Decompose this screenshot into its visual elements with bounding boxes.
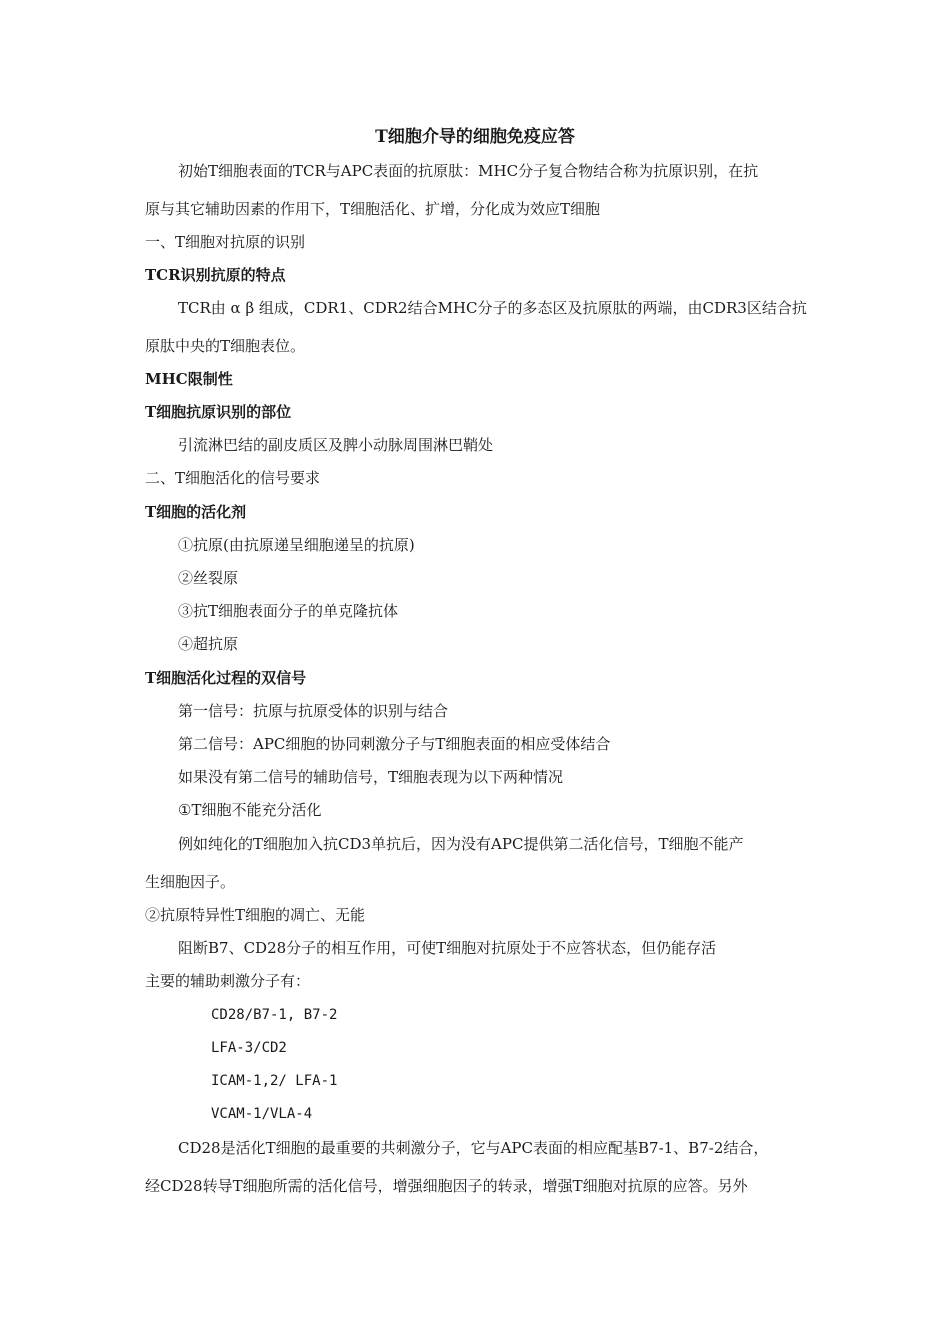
paragraph-line: 如果没有第二信号的辅助信号，T细胞表现为以下两种情况 [178,768,564,786]
paragraph-line: 经CD28转导T细胞所需的活化信号，增强细胞因子的转录，增强T细胞对抗原的应答。另外 [145,1177,748,1195]
paragraph-line: 阻断B7、CD28分子的相互作用，可使T细胞对抗原处于不应答状态，但仍能存活 [178,939,717,957]
list-item: ④超抗原 [178,635,239,653]
paragraph-line: TCR由 α β 组成，CDR1、CDR2结合MHC分子的多态区及抗原肽的两端，由CDR3区结合抗 [178,299,807,317]
paragraph-line: 主要的辅助刺激分子有： [145,972,311,990]
subsection-heading: TCR识别抗原的特点 [145,266,286,284]
molecule-pair: CD28/B7-1, B7-2 [211,1007,338,1023]
paragraph-line: 例如纯化的T细胞加入抗CD3单抗后，因为没有APC提供第二活化信号，T细胞不能产 [178,835,744,853]
subsection-heading: T细胞的活化剂 [145,503,247,521]
paragraph-line: 初始T细胞表面的TCR与APC表面的抗原肽：MHC分子复合物结合称为抗原识别，在抗 [178,162,759,180]
section-heading: 二、T细胞活化的信号要求 [145,469,321,487]
paragraph-line: 原肽中央的T细胞表位。 [145,337,306,355]
paragraph-line: 第二信号：APC细胞的协同刺激分子与T细胞表面的相应受体结合 [178,735,611,753]
subsection-heading: T细胞抗原识别的部位 [145,403,292,421]
list-item: ①抗原(由抗原递呈细胞递呈的抗原) [178,536,415,554]
document-title: T细胞介导的细胞免疫应答 [375,127,575,147]
paragraph-line: 原与其它辅助因素的作用下，T细胞活化、扩增，分化成为效应T细胞 [145,200,601,218]
molecule-pair: ICAM-1,2/ LFA-1 [211,1073,338,1089]
list-item: ①T细胞不能充分活化 [178,801,322,819]
subsection-heading: T细胞活化过程的双信号 [145,669,307,687]
paragraph-line: 第一信号：抗原与抗原受体的识别与结合 [178,702,449,720]
list-item: ③抗T细胞表面分子的单克隆抗体 [178,602,399,620]
paragraph-line: 引流淋巴结的副皮质区及脾小动脉周围淋巴鞘处 [178,436,494,454]
molecule-pair: VCAM-1/VLA-4 [211,1106,313,1122]
paragraph-line: CD28是活化T细胞的最重要的共刺激分子，它与APC表面的相应配基B7-1、B7-2结合， [178,1139,769,1157]
molecule-pair: LFA-3/CD2 [211,1040,287,1056]
list-item: ②抗原特异性T细胞的凋亡、无能 [145,906,366,924]
section-heading: 一、T细胞对抗原的识别 [145,233,306,251]
subsection-heading: MHC限制性 [145,370,233,388]
paragraph-line: 生细胞因子。 [145,873,236,891]
list-item: ②丝裂原 [178,569,239,587]
